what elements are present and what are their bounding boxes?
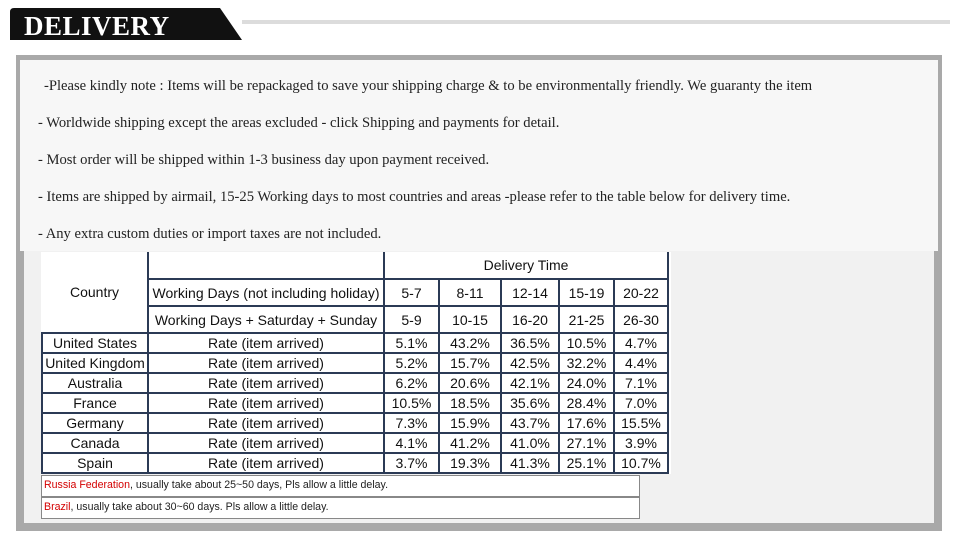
footnote-brazil bbox=[41, 497, 640, 519]
working-days-cell: 8-11 bbox=[439, 279, 501, 306]
country-cell: France bbox=[42, 393, 148, 413]
rate-label-cell: Rate (item arrived) bbox=[148, 393, 384, 413]
rate-cell: 25.1% bbox=[559, 453, 614, 473]
rate-cell: 3.9% bbox=[614, 433, 668, 453]
note-ship-time: - Most order will be shipped within 1-3 business day upon payment received. bbox=[38, 152, 490, 168]
table-row bbox=[42, 433, 668, 453]
footnote-russia bbox=[41, 475, 640, 497]
rate-cell: 3.7% bbox=[384, 453, 439, 473]
note-custom-duties: - Any extra custom duties or import taxes are not included. bbox=[38, 226, 382, 242]
country-cell: Spain bbox=[42, 453, 148, 473]
rate-cell: 7.0% bbox=[614, 393, 668, 413]
country-cell: United States bbox=[42, 333, 148, 353]
working-days-label: Working Days (not including holiday) bbox=[148, 279, 384, 306]
rate-cell: 4.7% bbox=[614, 333, 668, 353]
footnote-country: Brazil bbox=[44, 501, 71, 513]
table-row bbox=[42, 353, 668, 373]
rate-cell: 41.0% bbox=[501, 433, 559, 453]
rate-label-cell: Rate (item arrived) bbox=[148, 353, 384, 373]
rate-cell: 10.5% bbox=[559, 333, 614, 353]
rate-cell: 41.2% bbox=[439, 433, 501, 453]
rate-cell: 36.5% bbox=[501, 333, 559, 353]
note-repackaged: -Please kindly note : Items will be repackaged to save your shipping charge & to be environmentally friendly. We guaranty the item bbox=[44, 78, 813, 94]
table-header-row bbox=[42, 252, 668, 279]
rate-cell: 42.5% bbox=[501, 353, 559, 373]
working-days-weekend-label: Working Days + Saturday + Sunday bbox=[148, 306, 384, 333]
rate-cell: 6.2% bbox=[384, 373, 439, 393]
header-divider bbox=[242, 20, 950, 24]
rate-cell: 42.1% bbox=[501, 373, 559, 393]
rate-cell: 10.5% bbox=[384, 393, 439, 413]
table-row bbox=[42, 453, 668, 473]
rate-cell: 41.3% bbox=[501, 453, 559, 473]
table-row bbox=[42, 393, 668, 413]
working-days-weekend-cell: 5-9 bbox=[384, 306, 439, 333]
rate-label-cell: Rate (item arrived) bbox=[148, 453, 384, 473]
working-days-weekend-cell: 26-30 bbox=[614, 306, 668, 333]
rate-cell: 43.7% bbox=[501, 413, 559, 433]
blank-header-cell bbox=[148, 252, 384, 279]
rate-cell: 27.1% bbox=[559, 433, 614, 453]
rate-cell: 24.0% bbox=[559, 373, 614, 393]
working-days-weekend-cell: 10-15 bbox=[439, 306, 501, 333]
country-cell: Australia bbox=[42, 373, 148, 393]
rate-cell: 15.9% bbox=[439, 413, 501, 433]
footnote-text: , usually take about 30~60 days. Pls allow a little delay. bbox=[70, 501, 329, 513]
rate-cell: 10.7% bbox=[614, 453, 668, 473]
rate-cell: 18.5% bbox=[439, 393, 501, 413]
rate-cell: 28.4% bbox=[559, 393, 614, 413]
delivery-table-wrap bbox=[41, 252, 671, 474]
banner-title: DELIVERY bbox=[24, 11, 170, 41]
delivery-banner bbox=[10, 8, 242, 40]
country-cell: Germany bbox=[42, 413, 148, 433]
delivery-time-table bbox=[41, 252, 669, 474]
note-airmail: - Items are shipped by airmail, 15-25 Working days to most countries and areas -please refer to the table below for delivery time. bbox=[38, 189, 791, 205]
working-days-cell: 5-7 bbox=[384, 279, 439, 306]
rate-cell: 32.2% bbox=[559, 353, 614, 373]
rate-cell: 4.1% bbox=[384, 433, 439, 453]
country-cell: Canada bbox=[42, 433, 148, 453]
working-days-weekend-cell: 21-25 bbox=[559, 306, 614, 333]
rate-cell: 19.3% bbox=[439, 453, 501, 473]
working-days-cell: 12-14 bbox=[501, 279, 559, 306]
rate-cell: 17.6% bbox=[559, 413, 614, 433]
rate-cell: 20.6% bbox=[439, 373, 501, 393]
table-row bbox=[42, 373, 668, 393]
footnote-country: Russia Federation bbox=[44, 479, 130, 491]
rate-cell: 7.3% bbox=[384, 413, 439, 433]
footnote-text: , usually take about 25~50 days, Pls allow a little delay. bbox=[129, 479, 389, 491]
country-header: Country bbox=[42, 252, 148, 333]
rate-cell: 15.5% bbox=[614, 413, 668, 433]
rate-label-cell: Rate (item arrived) bbox=[148, 333, 384, 353]
rate-cell: 7.1% bbox=[614, 373, 668, 393]
working-days-cell: 20-22 bbox=[614, 279, 668, 306]
table-row bbox=[42, 413, 668, 433]
note-worldwide-shipping: - Worldwide shipping except the areas excluded - click Shipping and payments for detail. bbox=[38, 115, 560, 131]
rate-label-cell: Rate (item arrived) bbox=[148, 413, 384, 433]
rate-label-cell: Rate (item arrived) bbox=[148, 373, 384, 393]
rate-cell: 4.4% bbox=[614, 353, 668, 373]
working-days-weekend-cell: 16-20 bbox=[501, 306, 559, 333]
table-row bbox=[42, 333, 668, 353]
rate-cell: 5.2% bbox=[384, 353, 439, 373]
working-days-cell: 15-19 bbox=[559, 279, 614, 306]
rate-cell: 35.6% bbox=[501, 393, 559, 413]
country-cell: United Kingdom bbox=[42, 353, 148, 373]
rate-cell: 15.7% bbox=[439, 353, 501, 373]
rate-cell: 5.1% bbox=[384, 333, 439, 353]
rate-label-cell: Rate (item arrived) bbox=[148, 433, 384, 453]
rate-cell: 43.2% bbox=[439, 333, 501, 353]
delivery-time-header: Delivery Time bbox=[384, 252, 668, 279]
